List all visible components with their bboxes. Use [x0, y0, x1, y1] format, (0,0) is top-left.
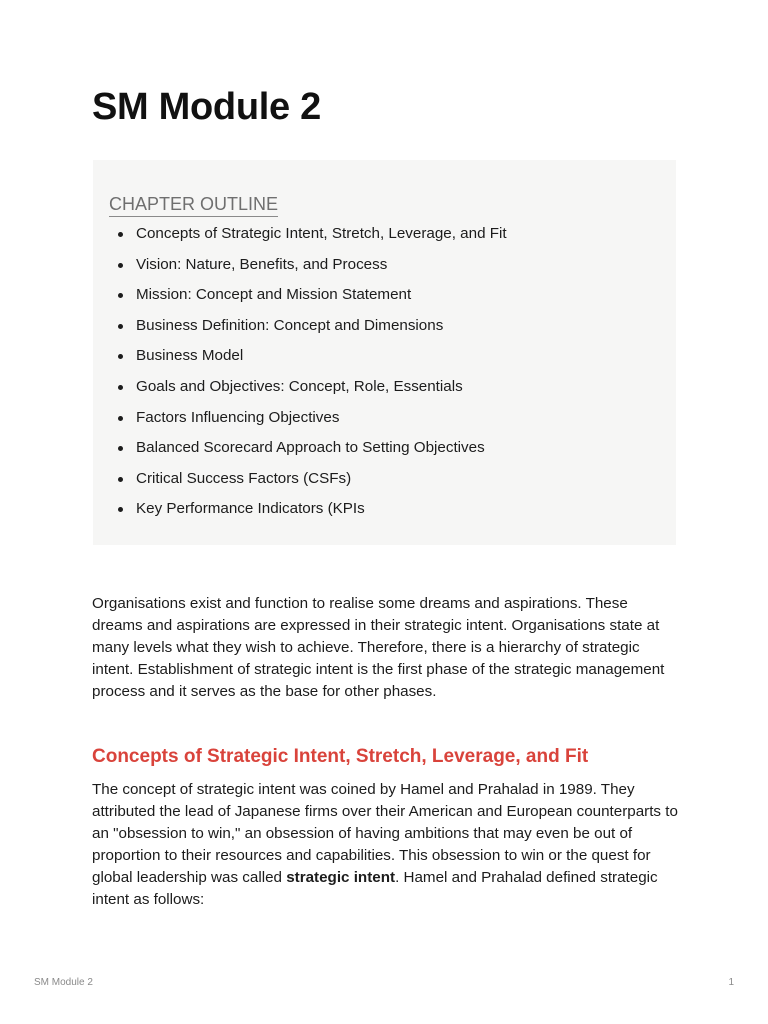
bullet-icon — [118, 385, 123, 390]
outline-item — [93, 314, 507, 345]
outline-item-label: Mission: Concept and Mission Statement — [136, 286, 412, 304]
strategic-intent-term: strategic intent — [286, 869, 396, 886]
outline-item-label: Concepts of Strategic Intent, Stretch, Leverage, and Fit — [136, 225, 507, 242]
footer-page-number: 1 — [728, 977, 734, 988]
outline-item — [93, 375, 507, 406]
bullet-icon — [118, 263, 123, 268]
outline-item — [93, 406, 507, 437]
chapter-outline-heading: CHAPTER OUTLINE — [109, 193, 278, 217]
bullet-icon — [118, 507, 123, 512]
outline-item-label: Goals and Objectives: Concept, Role, Essentials — [136, 377, 463, 395]
outline-item — [93, 436, 507, 467]
footer-document-title: SM Module 2 — [34, 977, 93, 988]
section-text-start: The concept of strategic intent was coined by Hamel and Prahalad in 1989. They attributed the lead of Japanese firms over their American and European counterparts to an "obsession to win," an obsession of having ambitions that may even be out of proportion to their resources and capabilities. This obsession to win or the quest for global leadership was called — [92, 781, 678, 886]
outline-item-label: Vision: Nature, Benefits, and Process — [136, 255, 388, 273]
outline-item-label: Critical Success Factors (CSFs) — [136, 469, 352, 487]
bullet-icon — [118, 446, 123, 451]
bullet-icon — [118, 354, 123, 359]
bullet-icon — [118, 416, 123, 421]
bullet-icon — [118, 232, 123, 237]
section-heading: Concepts of Strategic Intent, Stretch, Leverage, and Fit — [92, 746, 589, 767]
outline-item — [93, 344, 507, 375]
outline-item — [93, 467, 507, 498]
section-text-end: . Hamel and Prahalad defined strategic intent as follows: — [92, 869, 658, 908]
bullet-icon — [118, 324, 123, 329]
chapter-outline-list — [93, 222, 507, 528]
outline-item-label: Business Definition: Concept and Dimensions — [136, 316, 444, 334]
outline-item — [93, 253, 507, 284]
bullet-icon — [118, 477, 123, 482]
section-paragraph — [92, 779, 682, 911]
intro-paragraph: Organisations exist and function to realise some dreams and aspirations. These dreams and aspirations are expressed in their strategic intent. Organisations state at many levels what they wish to achieve. Therefore, there is a hierarchy of strategic intent. Establishment of strategic intent is the first phase of the strategic management process and it serves as the base for other phases. — [92, 595, 665, 700]
chapter-outline-box — [93, 160, 676, 545]
outline-item-label: Key Performance Indicators (KPIs — [136, 500, 365, 518]
page-title: SM Module 2 — [92, 86, 321, 128]
bullet-icon — [118, 293, 123, 298]
outline-item-label: Balanced Scorecard Approach to Setting Objectives — [136, 439, 485, 457]
outline-item — [93, 497, 507, 528]
outline-item-label: Factors Influencing Objectives — [136, 408, 340, 426]
outline-item-label: Business Model — [136, 347, 244, 365]
outline-item — [93, 222, 507, 253]
outline-item — [93, 283, 507, 314]
